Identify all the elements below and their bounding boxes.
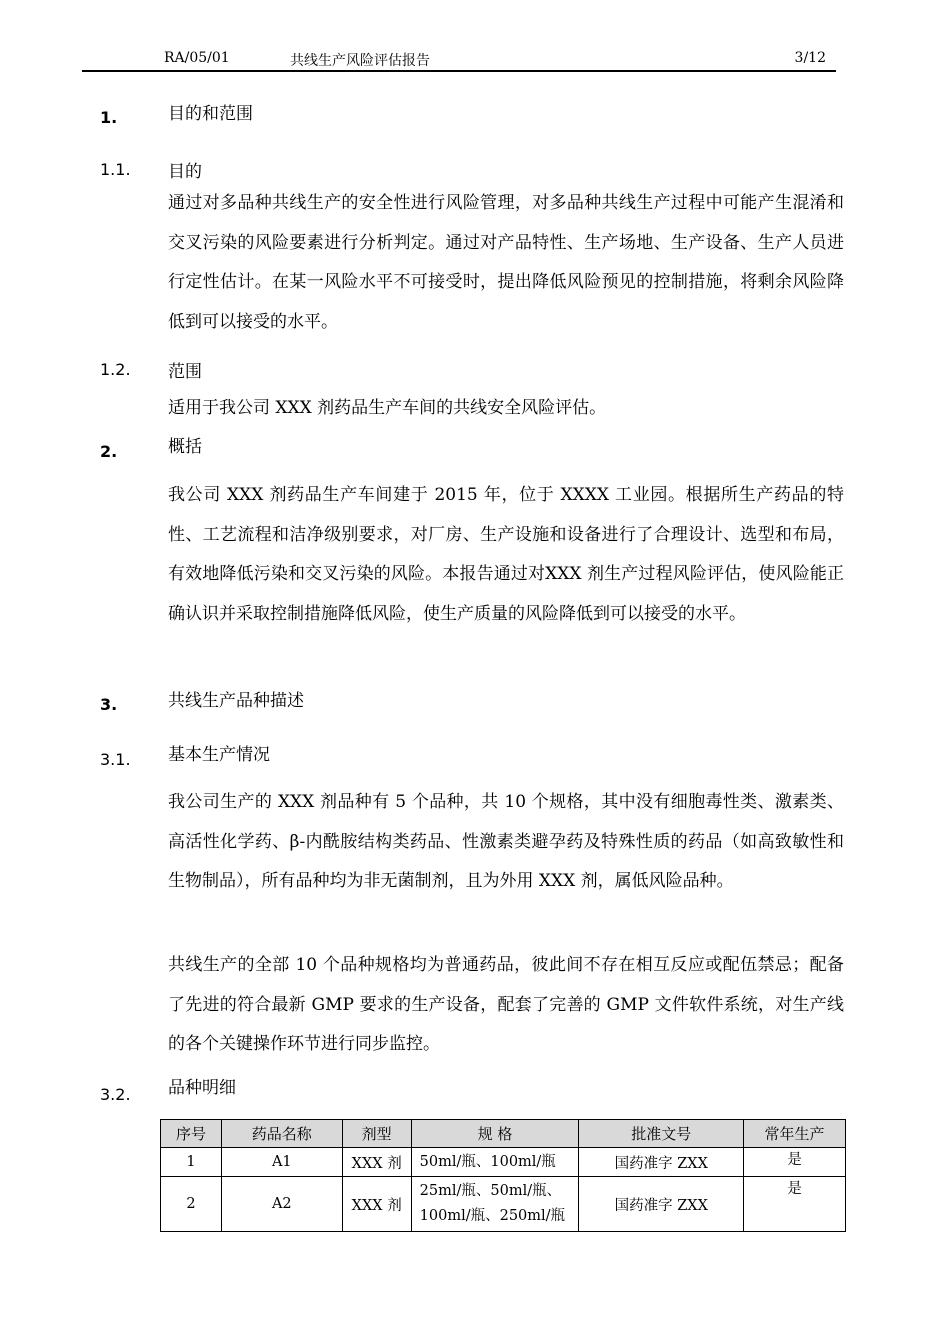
cell-no: 1: [161, 1148, 222, 1177]
section-1-1-heading: 目的: [168, 162, 202, 182]
page-number: 3/12: [794, 50, 826, 66]
spec-line-2: 100ml/瓶、250ml/瓶: [419, 1208, 566, 1224]
section-1-1-text: 通过对多品种共线生产的安全性进行风险管理，对多品种共线生产过程中可能产生混淆和交叉污染的风险要素进行分析判定。通过对产品特性、生产场地、生产设备、生产人员进行定性估计。在某一风险水平不可接受时，提出降低风险预见的控制措施，将剩余风险降低到可以接受的水平。: [168, 193, 844, 332]
table-row: [161, 1148, 846, 1177]
section-1-2-text: 适用于我公司 XXX 剂药品生产车间的共线安全风险评估。: [168, 398, 607, 418]
spec-line-1: 50ml/瓶、100ml/瓶: [419, 1153, 556, 1170]
section-2-text: 我公司 XXX 剂药品生产车间建于 2015 年，位于 XXXX 工业园。根据所生产药品的特性、工艺流程和洁净级别要求，对厂房、生产设施和设备进行了合理设计、选型和布局，有效地降低污染和交叉污染的风险。本报告通过对XXX 剂生产过程风险评估，使风险能正确认识并采取控制措施降低风险，使生产质量的风险降低到可以接受的水平。: [168, 485, 844, 624]
cell-no: 2: [161, 1177, 222, 1232]
cell-name: A2: [221, 1177, 342, 1232]
section-1-number: 1.: [100, 108, 118, 127]
page-header: [82, 50, 836, 72]
section-3-1-heading: 基本生产情况: [168, 745, 270, 765]
cell-yearly: 是: [744, 1148, 846, 1177]
col-header-form: 剂型: [342, 1120, 411, 1148]
section-3-number: 3.: [100, 695, 118, 714]
cell-form: XXX 剂: [342, 1177, 411, 1232]
doc-title: 共线生产风险评估报告: [290, 53, 430, 69]
cell-approval: 国药准字 ZXX: [579, 1148, 744, 1177]
section-2-number: 2.: [100, 442, 118, 461]
cell-yearly: 是: [744, 1177, 846, 1232]
section-1-2-number: 1.2.: [100, 360, 131, 379]
section-3-1-text-1: 我公司生产的 XXX 剂品种有 5 个品种，共 10 个规格，其中没有细胞毒性类、激素类、高活性化学药、β-内酰胺结构类药品、性激素类避孕药及特殊性质的药品（如高致敏性和生物制品），所有品种均为非无菌制剂，且为外用 XXX 剂，属低风险品种。: [168, 792, 844, 891]
col-header-no: 序号: [161, 1120, 222, 1148]
section-3-heading: 共线生产品种描述: [168, 691, 304, 711]
doc-code: RA/05/01: [164, 50, 230, 66]
section-1-heading: 目的和范围: [168, 104, 253, 124]
product-table: [160, 1119, 846, 1232]
col-header-spec: 规 格: [411, 1120, 579, 1148]
col-header-approval: 批准文号: [579, 1120, 744, 1148]
col-header-yearly: 常年生产: [744, 1120, 846, 1148]
section-3-1-text-2: 共线生产的全部 10 个品种规格均为普通药品，彼此间不存在相互反应或配伍禁忌；配备了先进的符合最新 GMP 要求的生产设备，配套了完善的 GMP 文件软件系统，对生产线的各个关键操作环节进行同步监控。: [168, 955, 844, 1054]
section-3-1-number: 3.1.: [100, 750, 131, 769]
section-3-2-number: 3.2.: [100, 1085, 131, 1104]
cell-spec: [411, 1148, 579, 1177]
section-3-2-heading: 品种明细: [168, 1078, 236, 1098]
cell-spec: [411, 1177, 579, 1232]
cell-approval: 国药准字 ZXX: [579, 1177, 744, 1232]
section-1-2-heading: 范围: [168, 362, 202, 382]
col-header-name: 药品名称: [221, 1120, 342, 1148]
section-2-heading: 概括: [168, 437, 202, 457]
table-header-row: [161, 1120, 846, 1148]
cell-form: XXX 剂: [342, 1148, 411, 1177]
spec-line-1: 25ml/瓶、50ml/瓶、: [419, 1183, 562, 1199]
table-row: [161, 1177, 846, 1232]
cell-name: A1: [221, 1148, 342, 1177]
section-1-1-number: 1.1.: [100, 160, 131, 179]
